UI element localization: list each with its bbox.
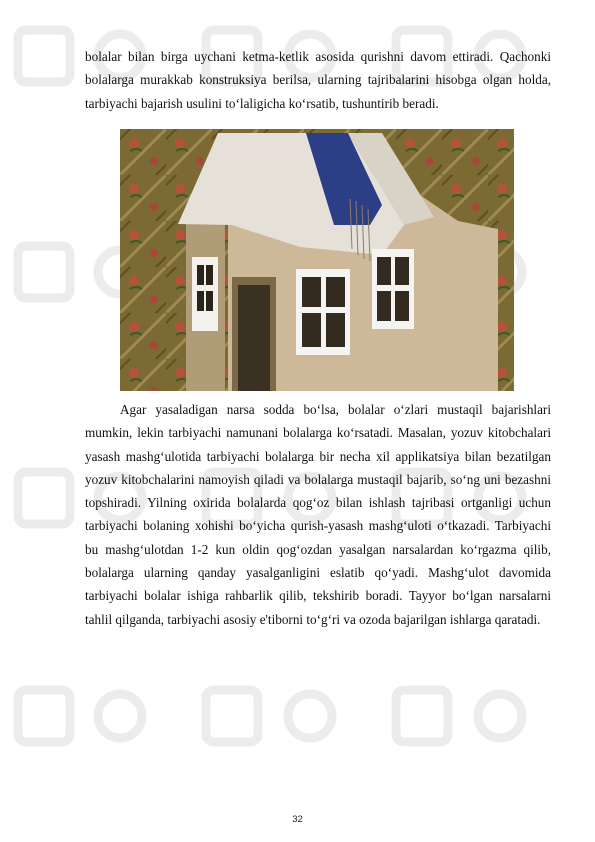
cardboard-house-photo: [120, 129, 514, 391]
paragraph-main: Agar yasaladigan narsa sodda bo‘lsa, bolalar o‘zlari mustaqil bajarishlari mumkin, lekin tarbiyachi namunani bolalarga ko‘rsatadi. Masalan, yozuv kitobchalari yasash mashg‘ulotida tarbiyachi bolalarga bir necha xil applikatsiya bilan bezatilgan yozuv kitobchalarini namoyish qiladi va bolalarga mustaqil bajarib, so‘ng uni bezashni topshiradi. Yilning oxirida bolalarda qog‘oz bilan ishlash tajribasi ortganligi uchun tarbiyachi bolaning xohishi bo‘yicha qurish-yasash mashg‘uloti o‘tkazadi. Tarbiyachi bu mashg‘ulotdan 1-2 kun oldin qog‘ozdan yasalgan narsalardan ko‘rgazma qilib, bolalarga ularning qanday yasalganligini eslatib qo‘yadi. Mashg‘ulot davomida tarbiyachi bolalar ishiga rahbarlik qilib, tekshirib boradi. Tayyor bo‘lgan narsalarni tahlil qilganda, tarbiyachi asosiy e'tiborni to‘g‘ri va ozoda bajarilgan ishlarga qaratadi.: [85, 402, 551, 627]
paragraph-intro: bolalar bilan birga uychani ketma-ketlik asosida qurishni davom ettiradi. Qachonki bolalarga murakkab konstruksiya berilsa, ularning tajribalarini hisobga olgan holda, tarbiyachi bajarish usulini to‘laligicha ko‘rsatib, tushuntirib beradi.: [85, 49, 551, 111]
page-number: 32: [292, 814, 303, 825]
